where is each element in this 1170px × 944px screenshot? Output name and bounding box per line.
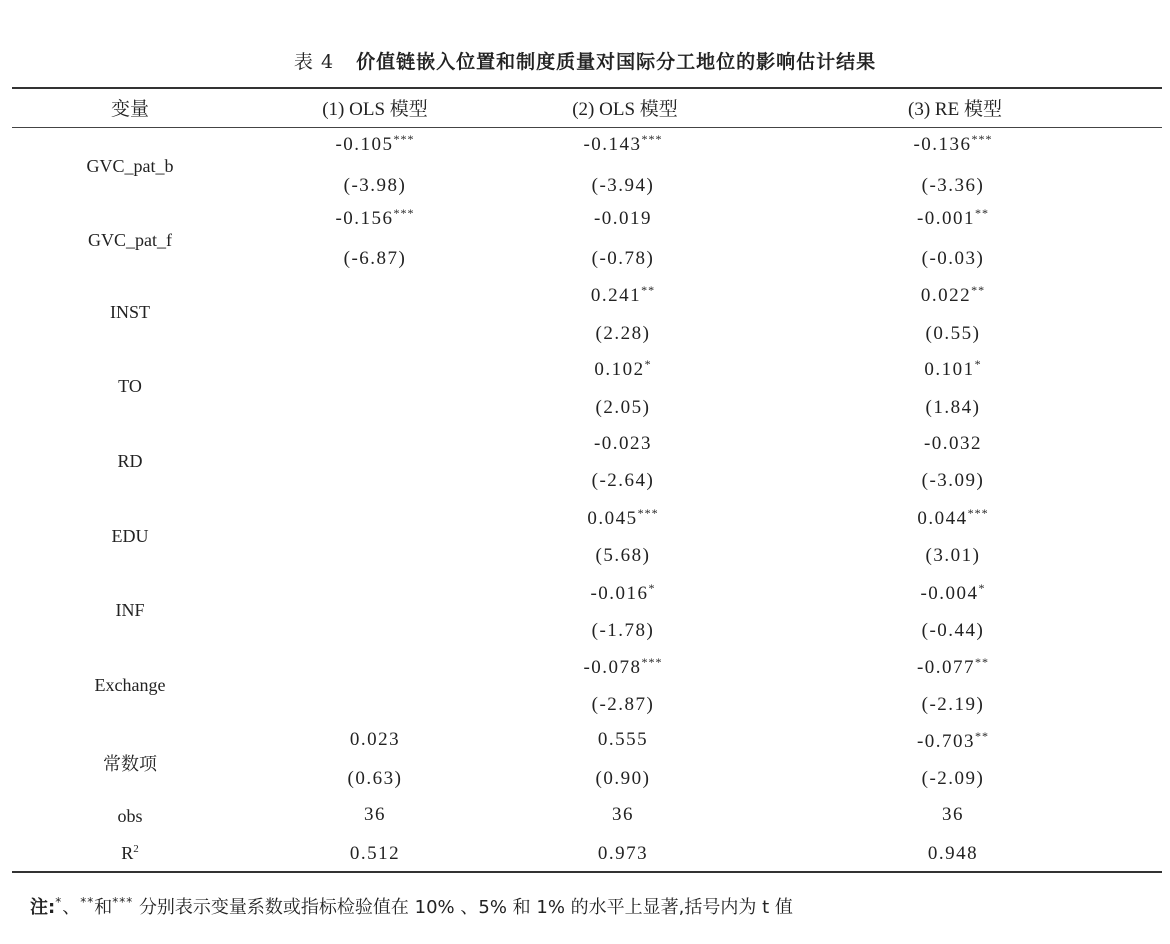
- tstat-cell: (-0.44): [921, 620, 985, 641]
- coef-cell: -0.016*: [590, 581, 656, 604]
- obs-cell: 36: [612, 804, 634, 825]
- coef-cell: 0.022**: [920, 283, 986, 306]
- coef-cell: -0.703**: [916, 729, 990, 752]
- coef-cell: 0.023: [349, 729, 401, 750]
- coef-cell: -0.032: [923, 433, 983, 454]
- coef-cell: -0.156***: [335, 206, 415, 229]
- r2-cell: 0.973: [597, 843, 649, 864]
- coef-cell: 0.044***: [917, 506, 989, 529]
- coef-cell: -0.001**: [916, 206, 990, 229]
- tstat-cell: (3.01): [925, 545, 981, 566]
- header-model-1: (1) OLS 模型: [322, 99, 428, 120]
- table-number: 表 4: [293, 51, 335, 73]
- tstat-cell: (0.55): [925, 323, 981, 344]
- tstat-cell: (-6.87): [343, 248, 407, 269]
- tstat-cell: (-3.98): [343, 175, 407, 196]
- tstat-cell: (-3.36): [921, 175, 985, 196]
- top-rule: [12, 87, 1162, 89]
- row-label-obs: obs: [117, 806, 143, 826]
- header-rule: [12, 127, 1162, 128]
- coef-cell: -0.004*: [920, 581, 986, 604]
- row-label-r2: $R^2$: [121, 843, 139, 863]
- table-title: 价值链嵌入位置和制度质量对国际分工地位的影响估计结果: [356, 51, 877, 73]
- coef-cell: -0.136***: [913, 132, 993, 155]
- tstat-cell: (2.05): [595, 397, 651, 418]
- tstat-cell: (-0.03): [921, 248, 985, 269]
- header-variable: 变量: [110, 99, 149, 120]
- coef-cell: -0.019: [593, 208, 653, 229]
- tstat-cell: (-2.09): [921, 768, 985, 789]
- coef-cell: -0.077**: [916, 655, 990, 678]
- r2-cell: 0.512: [349, 843, 401, 864]
- header-model-3: (3) RE 模型: [908, 99, 1002, 120]
- coef-cell: -0.078***: [583, 655, 663, 678]
- tstat-cell: (1.84): [925, 397, 981, 418]
- tstat-cell: (-2.19): [921, 694, 985, 715]
- tstat-cell: (2.28): [595, 323, 651, 344]
- row-label-inf: INF: [115, 600, 145, 620]
- row-label-inst: INST: [110, 302, 150, 322]
- bottom-rule: [12, 871, 1162, 873]
- tstat-cell: (0.90): [595, 768, 651, 789]
- coef-cell: 0.555: [597, 729, 649, 750]
- tstat-cell: (-2.87): [591, 694, 655, 715]
- tstat-cell: (0.63): [347, 768, 403, 789]
- header-model-2: (2) OLS 模型: [572, 99, 678, 120]
- coef-cell: 0.045***: [587, 506, 659, 529]
- row-label-to: TO: [118, 376, 142, 396]
- row-label-rd: RD: [117, 451, 143, 471]
- coef-cell: 0.102*: [594, 357, 652, 380]
- tstat-cell: (-1.78): [591, 620, 655, 641]
- coef-cell: -0.023: [593, 433, 653, 454]
- coef-cell: -0.105***: [335, 132, 415, 155]
- row-label-edu: EDU: [111, 526, 149, 546]
- table-note: 注:*、**和*** 分别表示变量系数或指标检验值在 10% 、5% 和 1% 的水平上显著,括号内为 t 值: [30, 895, 793, 918]
- obs-cell: 36: [942, 804, 964, 825]
- obs-cell: 36: [364, 804, 386, 825]
- tstat-cell: (-0.78): [591, 248, 655, 269]
- tstat-cell: (-3.94): [591, 175, 655, 196]
- row-label-gvc-pat-f: GVC_pat_f: [88, 230, 172, 250]
- row-label-constant: 常数项: [103, 754, 157, 774]
- tstat-cell: (-2.64): [591, 470, 655, 491]
- row-label-gvc-pat-b: GVC_pat_b: [86, 156, 174, 176]
- table-caption: [0, 47, 1170, 74]
- tstat-cell: (-3.09): [921, 470, 985, 491]
- coef-cell: 0.101*: [924, 357, 982, 380]
- coef-cell: -0.143***: [583, 132, 663, 155]
- r2-cell: 0.948: [927, 843, 979, 864]
- tstat-cell: (5.68): [595, 545, 651, 566]
- row-label-exchange: Exchange: [94, 675, 166, 695]
- coef-cell: 0.241**: [590, 283, 656, 306]
